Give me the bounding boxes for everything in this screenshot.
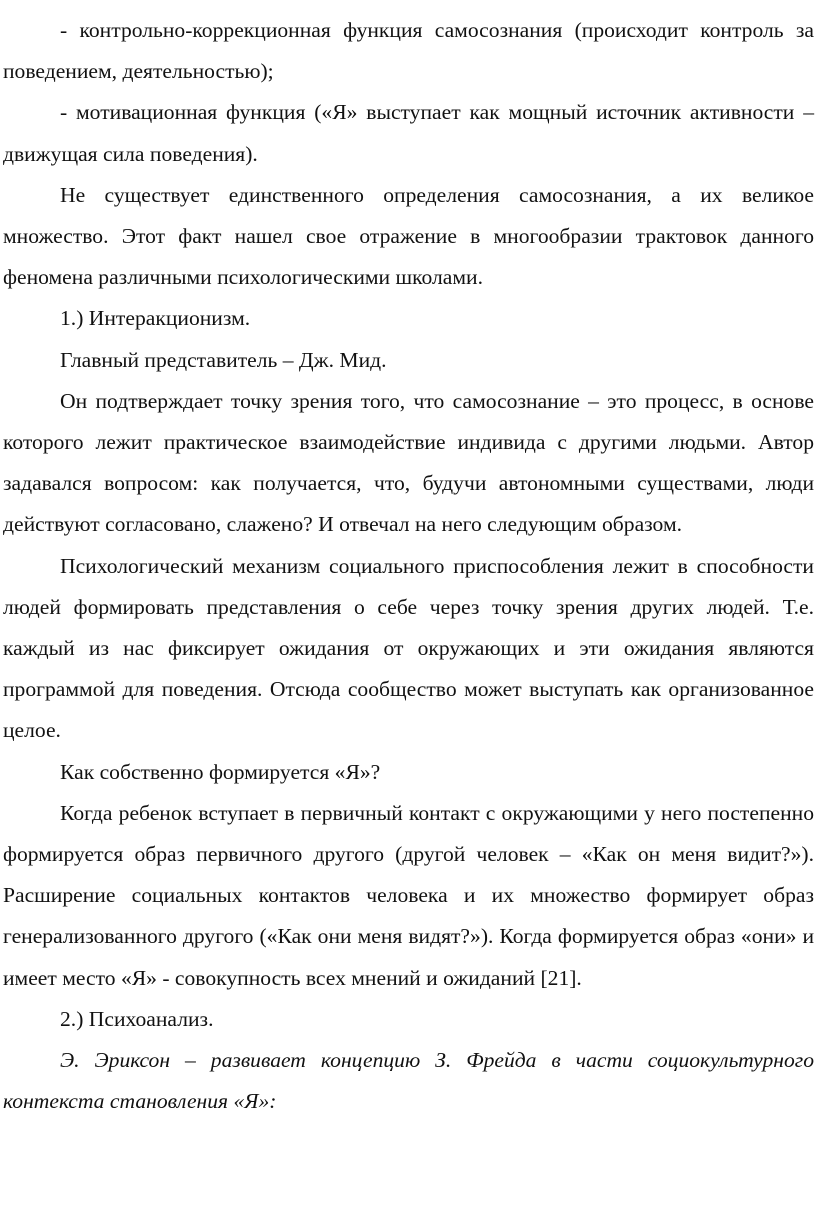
paragraph-psychological-mechanism: Психологический механизм социального приспособления лежит в способности людей формировать представления о себе через точку зрения других людей. Т.е. каждый из нас фиксирует ожидания от окружающих и эти ожидания являются программой для поведения. Отсюда сообщество может выступать как организованное целое. <box>3 553 814 743</box>
heading-interactionism: 1.) Интеракционизм. <box>60 306 251 331</box>
paragraph-child-contact: Когда ребенок вступает в первичный контакт с окружающими у него постепенно формируется образ первичного другого (другой человек – «Как он меня видит?»). Расширение социальных контактов человека и их множество формирует образ генерализованного другого («Как они меня видят?»). Когда формируется образ «они» и имеет место «Я» - совокупность всех мнений и ожиданий [21]. <box>3 800 814 990</box>
paragraph-self-formation-question: Как собственно формируется «Я»? <box>60 759 381 784</box>
heading-psychoanalysis: 2.) Психоанализ. <box>60 1006 214 1031</box>
paragraph-motivation-function: - мотивационная функция («Я» выступает как мощный источник активности – движущая сила поведения). <box>3 100 814 166</box>
paragraph-erikson: Э. Эриксон – развивает концепцию З. Фрейда в части социокультурного контекста становления «Я»: <box>3 1048 814 1114</box>
paragraph-main-representative: Главный представитель – Дж. Мид. <box>60 347 387 372</box>
paragraph-mead-view: Он подтверждает точку зрения того, что самосознание – это процесс, в основе которого лежит практическое взаимодействие индивида с другими людьми. Автор задавался вопросом: как получается, что, будучи автономными существами, люди действуют согласовано, слажено? И отвечал на него следующим образом. <box>3 388 814 537</box>
paragraph-definitions: Не существует единственного определения самосознания, а их великое множество. Этот факт нашел свое отражение в многообразии трактовок данного феномена различными психологическими школами. <box>3 182 814 290</box>
paragraph-control-function: - контрольно-коррекционная функция самосознания (происходит контроль за поведением, деятельностью); <box>3 18 814 84</box>
